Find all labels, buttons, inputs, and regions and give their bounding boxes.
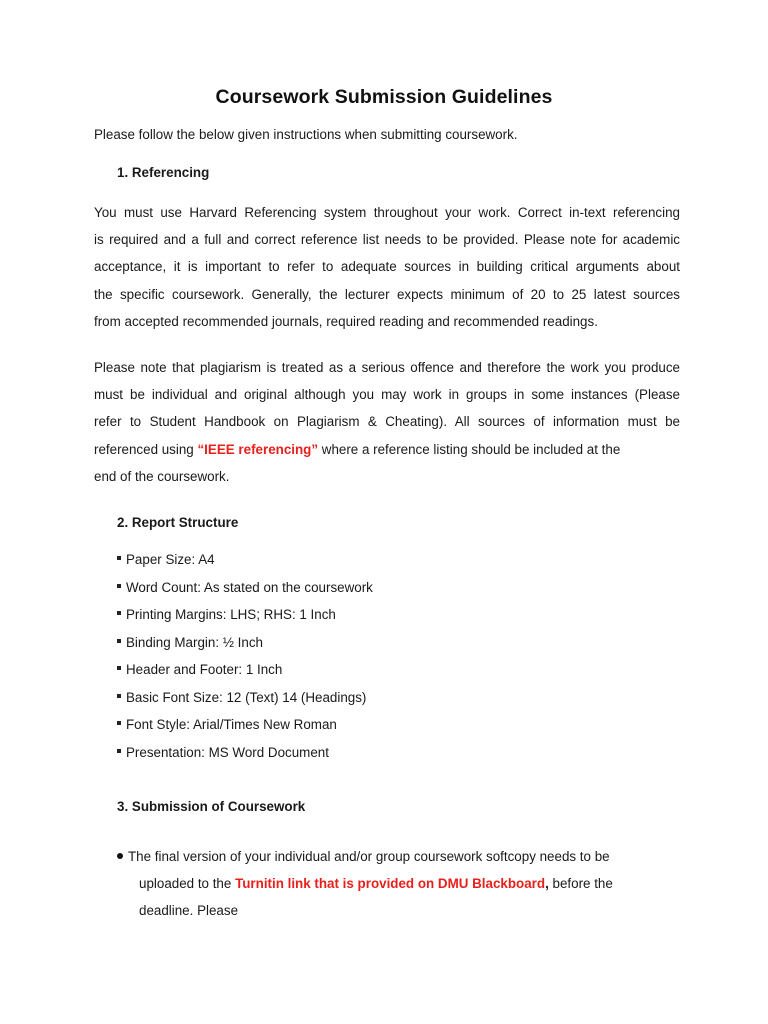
paragraph-line: acceptance, it is important to refer to adequate sources in building critical arguments about [94,259,680,275]
list-item [117,686,373,714]
paragraph-line: end of the coursework. [94,468,230,484]
paragraph-line: must be individual and original although you may work in groups in some instances (Please [94,387,680,403]
paragraph-line: from accepted recommended journals, required reading and recommended readings. [94,313,598,329]
list-item [117,658,373,686]
ieee-referencing-highlight: “IEEE referencing” [197,441,319,457]
paragraph-line: is required and a full and correct reference list needs to be provided. Please note for academic [94,232,680,248]
comma-text: , [545,876,549,891]
square-bullet-icon [117,556,121,560]
square-bullet-icon [117,584,121,588]
paragraph-line [117,870,613,897]
line-text: referenced using [94,441,198,457]
list-item [117,576,373,604]
list-item [117,741,373,769]
paragraph-line [117,843,613,870]
intro-text: Please follow the below given instructions when submitting coursework. [94,127,518,142]
list-item-text: Basic Font Size: 12 (Text) 14 (Headings) [126,689,367,705]
line-text: The final version of your individual and/or group coursework softcopy needs to be [128,849,610,864]
referencing-paragraph-1 [94,199,680,335]
document-title: Coursework Submission Guidelines [215,86,553,108]
list-item [117,548,373,576]
line-text: uploaded to the [139,876,236,891]
square-bullet-icon [117,666,121,670]
paragraph-line: deadline. Please [139,903,239,918]
heading-submission: 3. Submission of Coursework [117,799,306,814]
paragraph-line [94,436,680,463]
paragraph-line: the specific coursework. Generally, the lecturer expects minimum of 20 to 25 latest sources [94,286,680,302]
list-item-text: Binding Margin: ½ Inch [126,634,263,650]
list-item [117,631,373,659]
square-bullet-icon [117,639,121,643]
list-item [117,713,373,741]
turnitin-link-highlight: Turnitin link that is provided on DMU Blackboard [235,876,546,891]
paragraph-line: refer to Student Handbook on Plagiarism & Cheating). All sources of information must be [94,414,680,430]
list-item-text: Word Count: As stated on the coursework [126,579,373,595]
list-item-text: Font Style: Arial/Times New Roman [126,717,337,732]
submission-bullet [117,843,613,924]
list-item [117,603,373,631]
round-bullet-icon [117,853,123,859]
square-bullet-icon [117,694,121,698]
report-structure-list [117,548,373,768]
referencing-paragraph-2 [94,354,680,490]
square-bullet-icon [117,611,121,615]
line-text: where a reference listing should be included at the [318,441,621,457]
paragraph-line: You must use Harvard Referencing system throughout your work. Correct in-text referencing [94,205,680,220]
list-item-text: Printing Margins: LHS; RHS: 1 Inch [126,607,336,622]
list-item-text: Header and Footer: 1 Inch [126,662,283,677]
heading-referencing: 1. Referencing [117,165,210,180]
paragraph-line: Please note that plagiarism is treated as a serious offence and therefore the work you produce [94,360,680,375]
list-item-text: Paper Size: A4 [126,552,215,567]
square-bullet-icon [117,721,121,725]
line-text: before the [548,876,613,891]
list-item-text: Presentation: MS Word Document [126,744,329,760]
heading-report-structure: 2. Report Structure [117,515,239,530]
square-bullet-icon [117,749,121,753]
